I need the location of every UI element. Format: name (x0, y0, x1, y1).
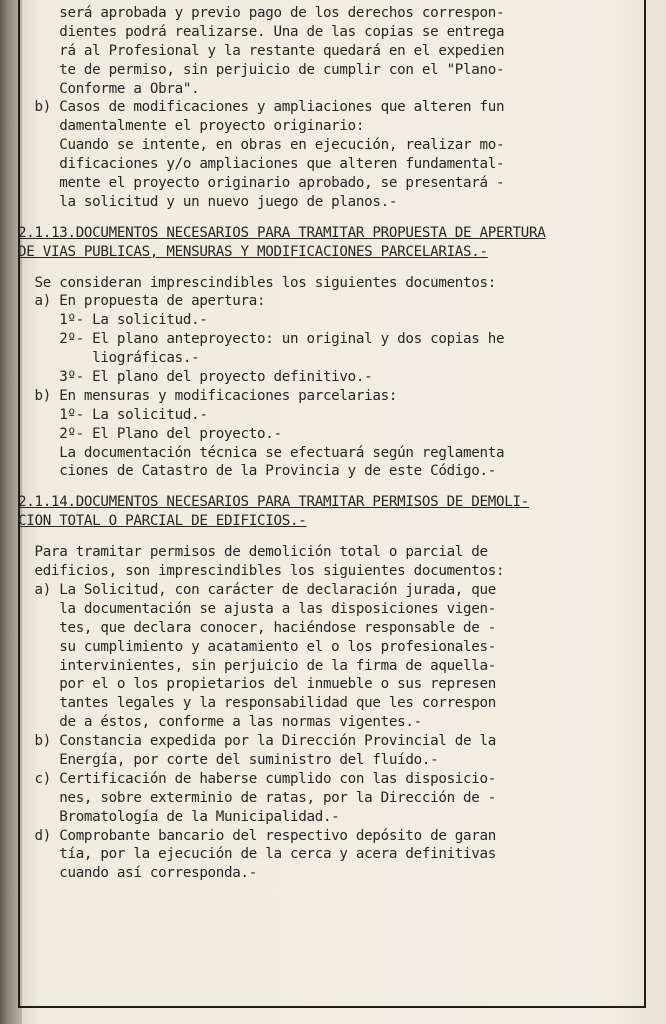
text-line: te de permiso, sin perjuicio de cumplir con el "Plano- (18, 61, 505, 78)
text-line: b) En mensuras y modificaciones parcelarias: (18, 387, 398, 404)
text-line: cuando así corresponda.- (18, 865, 258, 882)
section-heading: DE VIAS PUBLICAS, MENSURAS Y MODIFICACIONES PARCELARIAS.- (18, 243, 488, 260)
text-line: 2º- El plano anteproyecto: un original y dos copias he (18, 331, 505, 348)
text-line: ciones de Catastro de la Provincia y de este Código.- (18, 463, 497, 480)
text-line: tía, por la ejecución de la cerca y acera definitivas (18, 846, 497, 863)
text-line: 2º- El Plano del proyecto.- (18, 425, 282, 442)
text-line: dientes podrá realizarse. Una de las copias se entrega (18, 23, 505, 40)
text-line: la documentación se ajusta a las disposiciones vigen- (18, 600, 497, 617)
text-line: La documentación técnica se efectuará según reglamenta (18, 444, 505, 461)
text-line: Bromatología de la Municipalidad.- (18, 808, 340, 825)
text-line: nes, sobre exterminio de ratas, por la Dirección de - (18, 789, 497, 806)
text-line: la solicitud y un nuevo juego de planos.- (18, 193, 398, 210)
section-2-1-14 (18, 493, 648, 883)
text-line: tantes legales y la responsabilidad que les correspon (18, 695, 497, 712)
text-line: tes, que declara conocer, haciéndose responsable de - (18, 619, 497, 636)
text-line: a) En propuesta de apertura: (18, 293, 266, 310)
section-heading: 2.1.13.DOCUMENTOS NECESARIOS PARA TRAMITAR PROPUESTA DE APERTURA (18, 224, 546, 241)
text-line: d) Comprobante bancario del respectivo depósito de garan (18, 827, 497, 844)
section-heading: 2.1.14.DOCUMENTOS NECESARIOS PARA TRAMITAR PERMISOS DE DEMOLI- (18, 494, 529, 511)
text-line: Energía, por corte del suministro del fluído.- (18, 751, 439, 768)
text-line: Se consideran imprescindibles los siguientes documentos: (18, 274, 497, 291)
text-line: de a éstos, conforme a las normas vigentes.- (18, 714, 422, 731)
text-line: intervinientes, sin perjuicio de la firma de aquella- (18, 657, 497, 674)
text-line: su cumplimiento y acatamiento el o los profesionales- (18, 638, 497, 655)
section-heading: CION TOTAL O PARCIAL DE EDIFICIOS.- (18, 513, 307, 530)
text-line: a) La Solicitud, con carácter de declaración jurada, que (18, 581, 497, 598)
text-line: Conforme a Obra". (18, 80, 200, 97)
text-line: por el o los propietarios del inmueble o sus represen (18, 676, 497, 693)
text-line: dificaciones y/o ampliaciones que alteren fundamental- (18, 156, 505, 173)
text-line: será aprobada y previo pago de los derechos correspon- (18, 5, 505, 21)
paragraph-b (18, 98, 648, 211)
text-line: liográficas.- (18, 350, 200, 367)
paragraph-a-end (18, 4, 648, 98)
text-line: mente el proyecto originario aprobado, se presentará - (18, 175, 505, 192)
section-2-1-13 (18, 224, 648, 482)
document-text (18, 4, 648, 883)
text-line: edificios, son imprescindibles los siguientes documentos: (18, 563, 505, 580)
text-line: damentalmente el proyecto originario: (18, 118, 365, 135)
text-line: c) Certificación de haberse cumplido con las disposicio- (18, 770, 497, 787)
text-line: rá al Profesional y la restante quedará en el expedien (18, 42, 505, 59)
text-line: Para tramitar permisos de demolición total o parcial de (18, 544, 488, 561)
text-line: b) Casos de modificaciones y ampliaciones que alteren fun (18, 99, 505, 116)
text-line: b) Constancia expedida por la Dirección Provincial de la (18, 733, 497, 750)
text-line: Cuando se intente, en obras en ejecución, realizar mo- (18, 137, 505, 154)
text-line: 1º- La solicitud.- (18, 406, 208, 423)
text-line: 3º- El plano del proyecto definitivo.- (18, 369, 373, 386)
text-line: 1º- La solicitud.- (18, 312, 208, 329)
